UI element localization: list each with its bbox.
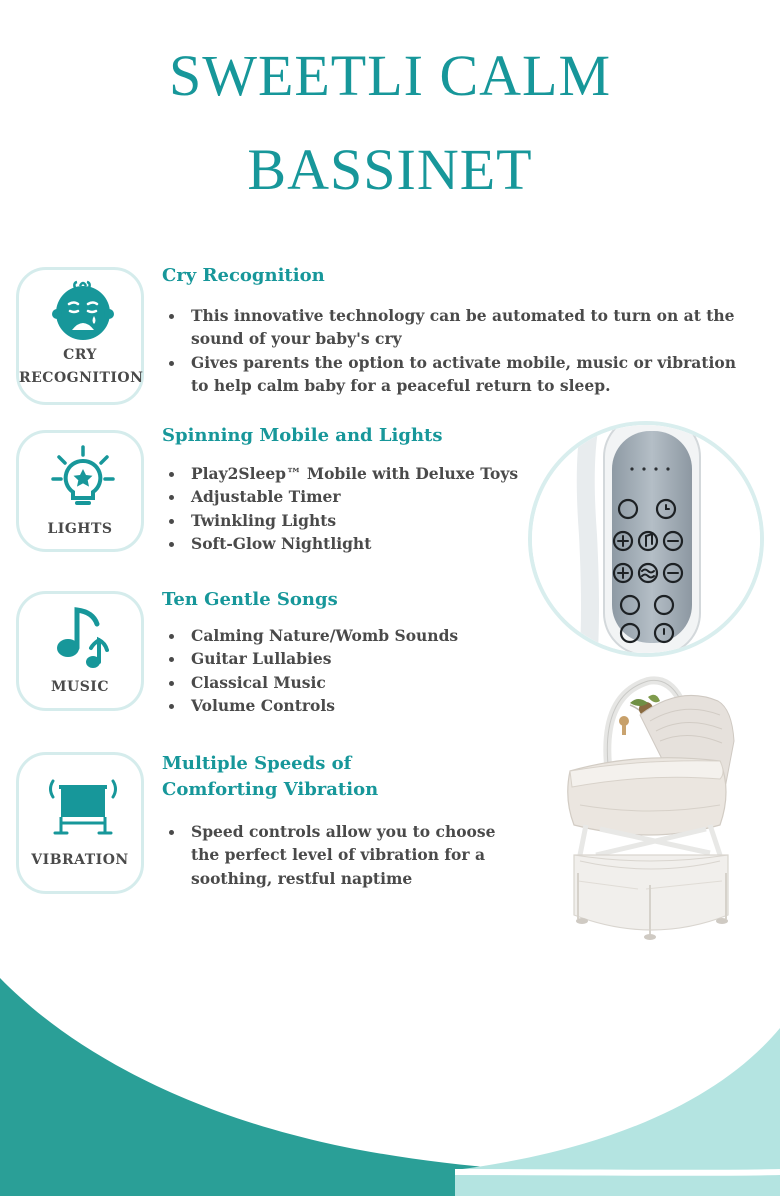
bullet-line: to help calm baby for a peaceful return to sleep. [191, 375, 611, 395]
bullet-line: Play2Sleep™ Mobile with Deluxe Toys [191, 464, 519, 483]
badge-label-line-1: CRY [63, 347, 97, 363]
bullet-line: sound of your baby's cry [191, 329, 402, 349]
badge-label-line-1: MUSIC [50, 679, 109, 695]
title-line-1: SWEETLI CALM [168, 43, 612, 108]
bullet-line: Guitar Lullabies [191, 649, 332, 669]
bullet-line: Speed controls allow you to choose [191, 822, 496, 841]
bullet-line: Adjustable Timer [191, 487, 341, 507]
bullet-line: Gives parents the option to activate mobile, music or vibration [191, 352, 737, 372]
feature-heading-vibration-line-1: Multiple Speeds of [162, 753, 352, 774]
bullet-line: This innovative technology can be automated to turn on at the [191, 306, 735, 325]
badge-label-line-1: VIBRATION [31, 852, 129, 868]
feature-heading-cry-recognition: Cry Recognition [162, 265, 325, 286]
title-line-2: BASSINET [247, 137, 533, 202]
badge-label-line-1: LIGHTS [47, 521, 113, 537]
badge-label-line-2: RECOGNITION [19, 370, 144, 386]
bullet-line: the perfect level of vibration for a [191, 845, 485, 865]
bullet-line: soothing, restful naptime [191, 868, 413, 888]
bullet-line: Volume Controls [191, 695, 335, 715]
bullet-line: Soft-Glow Nightlight [191, 533, 372, 553]
bullet-line: Twinkling Lights [191, 510, 337, 530]
feature-heading-vibration-line-2: Comforting Vibration [162, 779, 379, 800]
bullet-line: Classical Music [191, 672, 326, 692]
feature-heading-spinning-mobile: Spinning Mobile and Lights [162, 425, 443, 446]
feature-heading-ten-gentle-songs: Ten Gentle Songs [162, 589, 338, 610]
bullet-line: Calming Nature/Womb Sounds [191, 626, 459, 645]
